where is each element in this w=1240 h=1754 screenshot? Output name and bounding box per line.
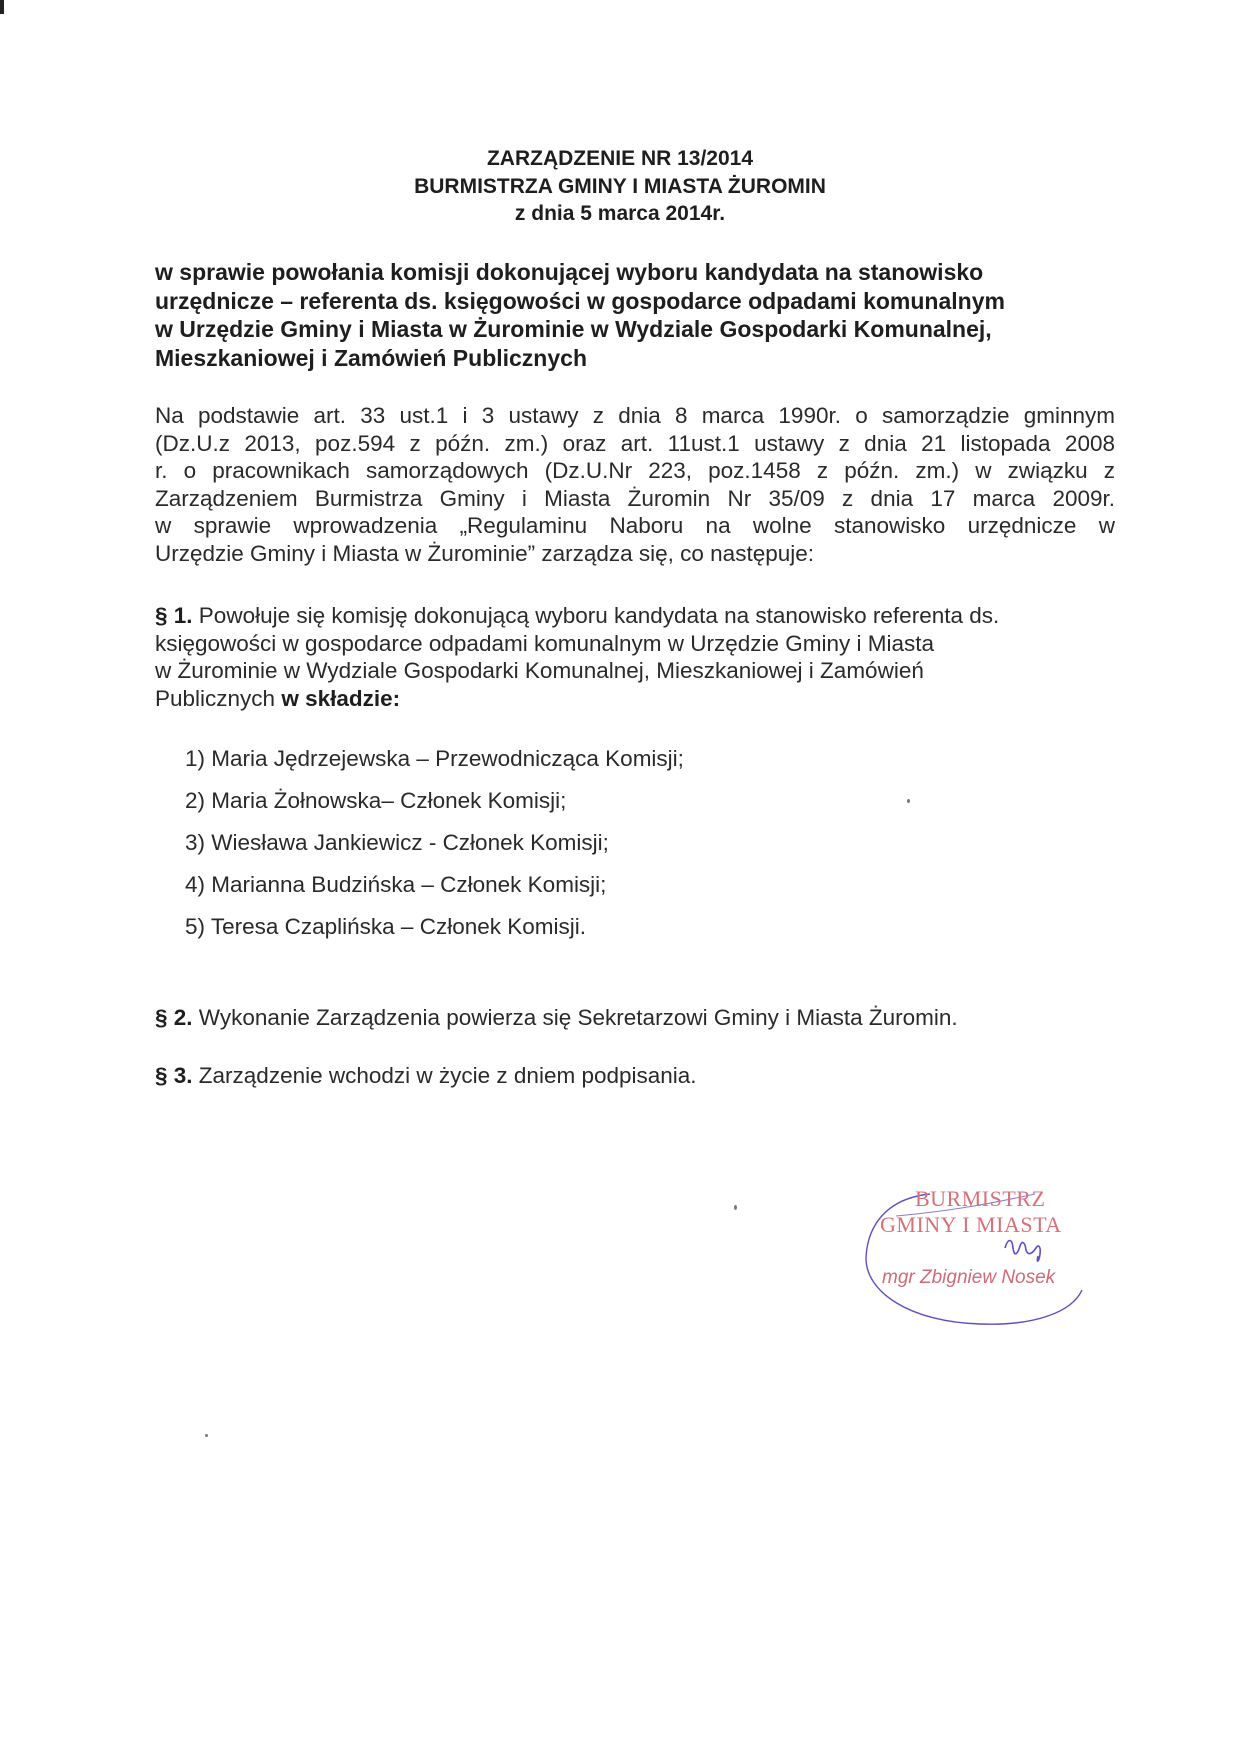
paragraph-line: r. o pracownikach samorządowych (Dz.U.Nr 223, poz.1458 z późn. zm.) w związku z: [155, 458, 1115, 483]
section-3: [155, 1063, 697, 1089]
list-item: 5) Teresa Czaplińska – Członek Komisji.: [185, 914, 587, 939]
committee-member-list: [185, 744, 684, 954]
paragraph-line: Na podstawie art. 33 ust.1 i 3 ustawy z dnia 8 marca 1990r. o samorządzie gminnym: [155, 403, 1115, 428]
document-title: ZARZĄDZENIE NR 13/2014: [486, 147, 754, 170]
subject-line: w sprawie powołania komisji dokonującej wyboru kandydata na stanowisko: [155, 259, 984, 285]
document-date: z dnia 5 marca 2014r.: [514, 202, 726, 225]
stamp-title: BURMISTRZ: [915, 1186, 1046, 1211]
subject-line: Mieszkaniowej i Zamówień Publicznych: [155, 344, 587, 371]
paragraph-line: (Dz.U.z 2013, poz.594 z późn. zm.) oraz art. 11ust.1 ustawy z dnia 21 listopada 2008: [155, 430, 1115, 456]
legal-basis-paragraph: [155, 402, 1115, 567]
section-text: Zarządzenie wchodzi w życie z dniem podpisania.: [198, 1063, 697, 1088]
document-issuer: BURMISTRZA GMINY I MIASTA ŻUROMIN: [414, 175, 826, 198]
mayor-stamp: [860, 1172, 1095, 1332]
section-bold-text: w składzie:: [281, 685, 401, 711]
list-item: 4) Marianna Budzińska – Członek Komisji;: [185, 872, 607, 897]
section-text: Powołuje się komisję dokonującą wyboru kandydata na stanowisko referenta ds.: [198, 603, 1000, 628]
paragraph-line: Urzędzie Gminy i Miasta w Żurominie” zarządza się, co następuje:: [155, 540, 814, 566]
document-subject: [155, 258, 1095, 372]
section-text: w Żurominie w Wydziale Gospodarki Komunalnej, Mieszkaniowej i Zamówień: [155, 658, 924, 683]
signature-scribble: [1005, 1241, 1040, 1262]
section-text: księgowości w gospodarce odpadami komunalnym w Urzędzie Gminy i Miasta: [155, 630, 935, 656]
subject-line: urzędnicze – referenta ds. księgowości w gospodarce odpadami komunalnym: [155, 287, 1005, 314]
section-1: [155, 602, 1115, 712]
scan-edge-mark: [0, 0, 4, 14]
paragraph-line: w sprawie wprowadzenia „Regulaminu Naboru na wolne stanowisko urzędnicze w: [155, 513, 1115, 538]
section-mark: § 3.: [155, 1063, 193, 1088]
list-item: 1) Maria Jędrzejewska – Przewodnicząca Komisji;: [185, 746, 684, 771]
list-item: 3) Wiesława Jankiewicz - Członek Komisji;: [185, 830, 609, 855]
subject-line: w Urzędzie Gminy i Miasta w Żurominie w Wydziale Gospodarki Komunalnej,: [155, 316, 992, 342]
section-2: [155, 1005, 958, 1031]
section-text: Publicznych: [155, 685, 276, 711]
scan-speck: [205, 1434, 208, 1437]
stamp-name: mgr Zbigniew Nosek: [882, 1267, 1056, 1288]
stamp-office: GMINY I MIASTA: [880, 1212, 1062, 1237]
section-mark: § 2.: [155, 1005, 193, 1030]
list-item: 2) Maria Żołnowska– Członek Komisji;: [185, 788, 567, 813]
scan-speck: [734, 1205, 737, 1210]
section-text: Wykonanie Zarządzenia powierza się Sekretarzowi Gminy i Miasta Żuromin.: [198, 1005, 958, 1030]
scan-speck: [907, 799, 910, 803]
paragraph-line: Zarządzeniem Burmistrza Gminy i Miasta Żuromin Nr 35/09 z dnia 17 marca 2009r.: [155, 485, 1115, 511]
section-mark: § 1.: [155, 603, 193, 628]
